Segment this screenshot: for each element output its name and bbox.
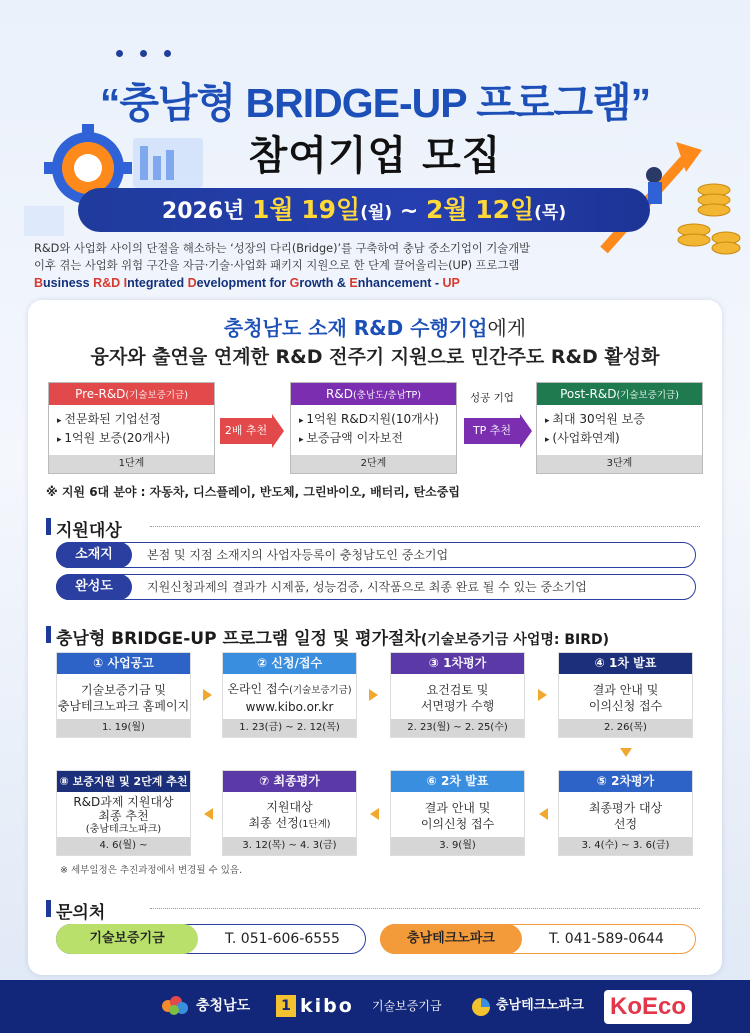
step-org: (기술보증기금) (125, 390, 188, 401)
schedule-card-2 (222, 652, 357, 738)
section-title-contact: 문의처 (46, 898, 105, 923)
footer-chungnam: 충청남도 (196, 998, 251, 1014)
en-cap: B (34, 276, 44, 290)
step-rnd (290, 382, 457, 474)
card-line-text: 온라인 접수 (227, 681, 290, 696)
step-arrow-1: 2배 추천 (220, 418, 272, 444)
section-divider (150, 908, 700, 909)
section-title-target: 지원대상 (46, 516, 122, 541)
footer-logos (0, 980, 750, 1033)
step-footer: 2단계 (291, 455, 456, 473)
card-date: 3. 12(목) ~ 4. 3(금) (223, 837, 356, 855)
target-location (56, 542, 696, 568)
card-line: 결과 안내 및 (424, 800, 491, 815)
step-title: R&D (326, 387, 353, 401)
flow-arrow-left-icon (370, 808, 379, 820)
card-header: ① 사업공고 (57, 653, 190, 674)
step-item: ▸ 최대 30억원 보증 (545, 411, 702, 430)
flow-arrow-left-icon (539, 808, 548, 820)
schedule-card-8 (56, 770, 191, 856)
step-footer: 3단계 (537, 455, 702, 473)
card-date: 1. 23(금) ~ 2. 12(목) (223, 719, 356, 737)
schedule-card-6 (390, 770, 525, 856)
card-line-small: (기술보증기금) (289, 684, 352, 696)
en-rest: nhancement - (357, 276, 443, 290)
schedule-subtitle: (기술보증기금 사업명: BIRD) (420, 632, 610, 648)
en-rest: evelopment for (196, 276, 290, 290)
step-items (49, 405, 214, 449)
date-separator: ~ (399, 199, 419, 224)
date-day-start: 19일 (301, 195, 361, 224)
card-line: 결과 안내 및 (592, 682, 659, 697)
card-header: ② 신청/접수 (223, 653, 356, 674)
step-footer: 1단계 (49, 455, 214, 473)
card-line: 최종 추천 (98, 808, 149, 823)
contact-org: 충남테크노파크 (380, 924, 522, 954)
en-cap: UP (442, 276, 460, 290)
date-month-end: 2월 (425, 195, 468, 224)
step-items (537, 405, 702, 449)
en-rest: ntegrated (127, 276, 188, 290)
step-title: Post-R&D (560, 387, 617, 401)
step-org: (충남도/충남TP) (352, 390, 421, 401)
card-header: ④ 1차 발표 (559, 653, 692, 674)
date-month-start: 1월 (252, 195, 294, 224)
en-rest: usiness (43, 276, 94, 290)
section-title-schedule (46, 624, 609, 649)
card-header: ⑥ 2차 발표 (391, 771, 524, 792)
step-org: (기술보증기금) (616, 390, 679, 401)
date-day-end: 12일 (475, 195, 535, 224)
decorative-dots (116, 50, 176, 58)
card-line: 서면평가 수행 (420, 698, 495, 713)
footer-ctp: 충남테크노파크 (496, 998, 584, 1013)
step-header (537, 383, 702, 405)
en-cap: R&D (93, 276, 121, 290)
step-items (291, 405, 456, 449)
card-date: 1. 19(월) (57, 719, 190, 737)
schedule-card-5 (558, 770, 693, 856)
flow-arrow-left-icon (204, 808, 213, 820)
card-date: 2. 26(목) (559, 719, 692, 737)
date-weekday-start: (월) (360, 203, 393, 223)
section-divider (150, 526, 700, 527)
headline-suffix: 에게 (487, 316, 527, 340)
target-text: 본점 및 지점 소재지의 사업자등록이 충청남도인 중소기업 (147, 548, 449, 562)
date-year: 2026년 (161, 199, 245, 224)
card-body (391, 792, 524, 839)
en-cap: E (349, 276, 358, 290)
date-banner (78, 188, 650, 232)
coins-icon (678, 184, 740, 254)
schedule-card-7 (222, 770, 357, 856)
target-completeness (56, 574, 696, 600)
contact-kibo (56, 924, 366, 954)
contact-phone[interactable]: T. 051-606-6555 (225, 931, 340, 947)
step-item: ▸ (사업화연계) (545, 430, 702, 449)
card-header: ⑧ 보증지원 및 2단계 추천 (57, 771, 190, 792)
intro-english (34, 276, 460, 290)
schedule-title: 충남형 BRIDGE-UP 프로그램 일정 및 평가절차 (56, 629, 421, 649)
success-label: 성공 기업 (470, 392, 514, 404)
step-header (49, 383, 214, 405)
step-header (291, 383, 456, 405)
step-title: Pre-R&D (75, 387, 126, 401)
card-line: 최종평가 대상 (588, 800, 663, 815)
card-date: 4. 6(월) ~ (57, 837, 190, 855)
schedule-card-4 (558, 652, 693, 738)
en-cap: I (123, 276, 128, 290)
support-fields-note: ※ 지원 6대 분야 : 자동차, 디스플레이, 반도체, 그린바이오, 배터리, 탄소중립 (46, 485, 460, 499)
headline-highlight: 충청남도 소재 R&D 수행기업 (223, 316, 488, 340)
koeco-logo: KoEco (604, 990, 692, 1024)
step-post-rnd (536, 382, 703, 474)
step-item: ▸ 전문화된 기업선정 (57, 411, 214, 430)
card-line: 지원대상 (266, 799, 313, 814)
schedule-note: ※ 세부일정은 추진과정에서 변경될 수 있음. (60, 865, 243, 876)
headline-line-2: 융자와 출연을 연계한 R&D 전주기 지원으로 민간주도 R&D 활성화 (90, 346, 660, 368)
card-date: 3. 4(수) ~ 3. 6(금) (559, 837, 692, 855)
target-text: 지원신청과제의 결과가 시제품, 성능검증, 시작품으로 최종 완료 될 수 있는 중소기업 (147, 580, 587, 594)
card-line-small: (1단계) (298, 818, 331, 830)
step-item: ▸ 보증금액 이자보전 (299, 430, 456, 449)
flow-arrow-down-icon (620, 748, 632, 757)
card-body (223, 792, 356, 839)
card-body (57, 674, 190, 721)
en-cap: D (187, 276, 197, 290)
card-line: 충남테크노파크 홈페이지 (57, 698, 190, 713)
intro-line-1: R&D와 사업화 사이의 단절을 해소하는 ‘성장의 다리(Bridge)’를 구축하여 충남 중소기업이 기술개발 (34, 242, 531, 255)
contact-ctp (380, 924, 696, 954)
card-body (57, 792, 190, 839)
step-item: ▸ 1억원 보증(20개사) (57, 430, 214, 449)
date-weekday-end: (목) (534, 203, 567, 223)
schedule-card-3 (390, 652, 525, 738)
intro-text (34, 240, 594, 274)
card-body (559, 792, 692, 839)
step-item: ▸ 1억원 R&D지원(10개사) (299, 411, 456, 430)
card-line: 기술보증기금 및 (81, 682, 166, 697)
card-body (223, 674, 356, 721)
card-line: 요건검토 및 (426, 682, 489, 697)
card-header: ③ 1차평가 (391, 653, 524, 674)
contact-org: 기술보증기금 (56, 924, 198, 954)
contact-phone[interactable]: T. 041-589-0644 (549, 931, 664, 947)
card-date: 2. 23(월) ~ 2. 25(수) (391, 719, 524, 737)
card-line-text: 최종 선정 (248, 815, 299, 830)
card-line: R&D과제 지원대상 (73, 794, 174, 809)
card-header: ⑦ 최종평가 (223, 771, 356, 792)
flow-arrow-right-icon (369, 689, 378, 701)
card-line (249, 815, 331, 833)
target-label: 완성도 (56, 574, 132, 600)
en-cap: G (289, 276, 300, 290)
flow-arrow-right-icon (203, 689, 212, 701)
card-line: 이의신청 접수 (588, 698, 663, 713)
chungnam-logo-icon (160, 994, 190, 1018)
footer-kibo-kr: 기술보증기금 (372, 999, 442, 1013)
card-line (227, 681, 351, 699)
intro-line-2: 이후 겪는 사업화 위험 구간을 자금·기술·사업화 패키지 지원으로 한 단계 끌어올리는(UP) 프로그램 (34, 259, 520, 272)
flow-arrow-right-icon (538, 689, 547, 701)
ctp-logo-icon (470, 996, 492, 1018)
card-line: 이의신청 접수 (420, 816, 495, 831)
step-arrow-2: TP 추천 (464, 418, 520, 444)
target-label: 소재지 (56, 542, 132, 568)
card-body (559, 674, 692, 721)
card-line: www.kibo.or.kr (245, 699, 334, 714)
kibo-logo-icon: 1 (276, 995, 296, 1017)
footer-kibo: kibo (300, 995, 354, 1017)
sub-title: 참여기업 모집 (248, 133, 502, 179)
headline-line-1 (0, 312, 750, 341)
card-line: 선정 (613, 816, 638, 831)
card-header: ⑤ 2차평가 (559, 771, 692, 792)
en-rest: rowth & (299, 276, 350, 290)
step-pre-rnd (48, 382, 215, 474)
main-title: “충남형 BRIDGE-UP 프로그램” (99, 80, 651, 126)
card-body (391, 674, 524, 721)
schedule-card-1 (56, 652, 191, 738)
card-line: (충남테크노파크) (85, 823, 162, 835)
card-date: 3. 9(월) (391, 837, 524, 855)
